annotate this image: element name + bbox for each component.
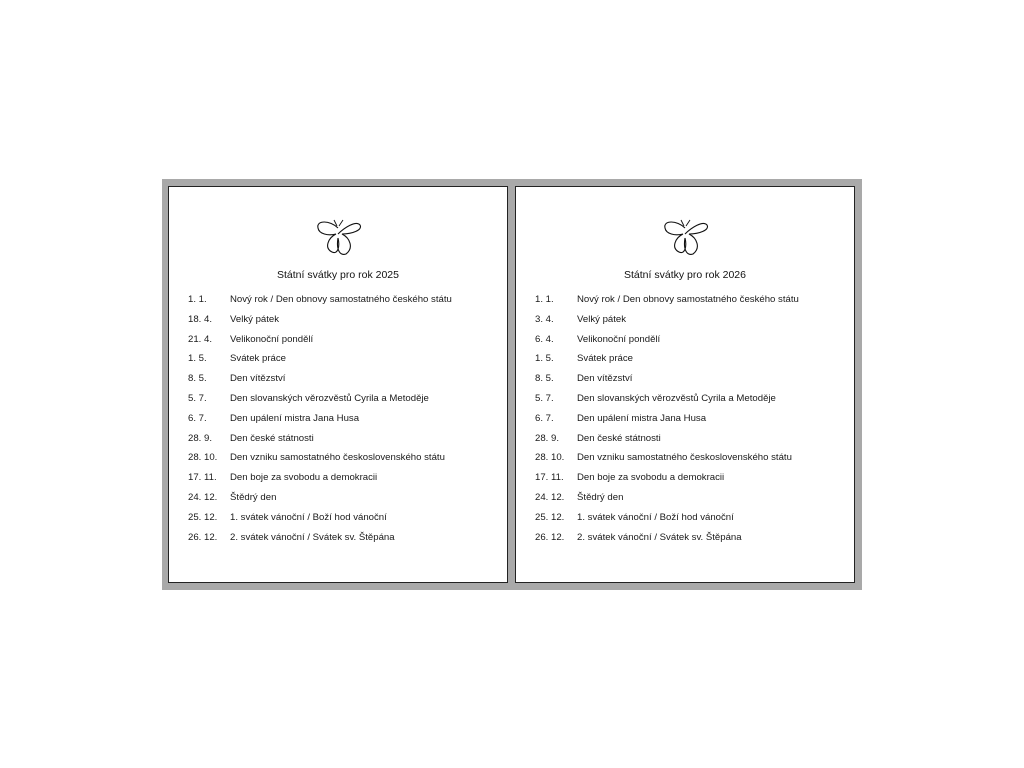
holiday-date: 28. 10. <box>188 452 218 464</box>
holiday-name: Velikonoční pondělí <box>577 333 661 345</box>
holiday-row <box>535 472 848 492</box>
holiday-date: 21. 4. <box>188 333 213 345</box>
holiday-row <box>188 373 501 393</box>
holiday-name: 2. svátek vánoční / Svátek sv. Štěpána <box>230 531 395 543</box>
holiday-date: 5. 7. <box>535 392 554 404</box>
holiday-date: 17. 11. <box>188 472 217 484</box>
holiday-name: Den boje za svobodu a demokracii <box>230 472 378 484</box>
holiday-date: 1. 1. <box>188 294 207 305</box>
holiday-row <box>188 393 501 413</box>
holiday-date: 24. 12. <box>188 491 218 503</box>
holiday-row <box>188 294 501 314</box>
holiday-row <box>188 413 501 433</box>
holiday-name: Den slovanských věrozvěstů Cyrila a Metoděje <box>577 392 776 404</box>
holiday-name: Nový rok / Den obnovy samostatného českého státu <box>577 294 799 305</box>
holiday-row <box>188 512 501 532</box>
holiday-name: Den vzniku samostatného československého státu <box>577 452 792 464</box>
holiday-date: 28. 10. <box>535 452 565 464</box>
holiday-date: 6. 4. <box>535 333 554 345</box>
holiday-date: 8. 5. <box>535 373 554 385</box>
holiday-name: Den slovanských věrozvěstů Cyrila a Metoděje <box>230 392 429 404</box>
holiday-name: 1. svátek vánoční / Boží hod vánoční <box>230 511 387 523</box>
holiday-date: 24. 12. <box>535 491 565 503</box>
holiday-row <box>535 353 848 373</box>
holiday-row <box>188 353 501 373</box>
holiday-row <box>535 512 848 532</box>
holiday-row <box>535 393 848 413</box>
holiday-name: Štědrý den <box>577 491 624 503</box>
holiday-row <box>535 373 848 393</box>
holiday-date: 25. 12. <box>535 511 565 523</box>
butterfly-icon <box>657 218 713 258</box>
holiday-date: 1. 5. <box>535 353 554 365</box>
holiday-row <box>188 433 501 453</box>
holiday-name: Velký pátek <box>577 313 627 325</box>
holiday-row <box>535 532 848 552</box>
holiday-row <box>535 433 848 453</box>
holiday-name: Velikonoční pondělí <box>230 333 314 345</box>
holiday-row <box>188 492 501 512</box>
holiday-name: Svátek práce <box>230 353 286 365</box>
holiday-date: 25. 12. <box>188 511 218 523</box>
holiday-date: 17. 11. <box>535 472 564 484</box>
card-title: Státní svátky pro rok 2026 <box>624 269 746 281</box>
holiday-name: Den boje za svobodu a demokracii <box>577 472 725 484</box>
holiday-name: Den české státnosti <box>230 432 314 444</box>
holiday-date: 28. 9. <box>188 432 213 444</box>
holiday-name: Svátek práce <box>577 353 633 365</box>
holiday-name: Štědrý den <box>230 491 277 503</box>
holiday-row <box>188 452 501 472</box>
holiday-name: Den vítězství <box>577 373 633 385</box>
holiday-card-2025 <box>168 186 508 583</box>
holiday-date: 3. 4. <box>535 313 554 325</box>
holiday-date: 8. 5. <box>188 373 207 385</box>
holiday-date: 1. 1. <box>535 294 554 305</box>
holiday-row <box>188 472 501 492</box>
card-title: Státní svátky pro rok 2025 <box>277 269 399 281</box>
holiday-row <box>535 452 848 472</box>
holiday-list <box>188 294 501 551</box>
holiday-date: 26. 12. <box>188 531 218 543</box>
holiday-name: Velký pátek <box>230 313 280 325</box>
holiday-row <box>188 334 501 354</box>
holiday-card-2026 <box>515 186 855 583</box>
holiday-name: Den vzniku samostatného československého státu <box>230 452 445 464</box>
holiday-name: Den vítězství <box>230 373 286 385</box>
holiday-date: 5. 7. <box>188 392 207 404</box>
holiday-row <box>535 413 848 433</box>
holiday-row <box>535 314 848 334</box>
holiday-row <box>188 532 501 552</box>
holiday-name: Den české státnosti <box>577 432 661 444</box>
product-preview-frame <box>162 179 862 590</box>
holiday-name: Den upálení mistra Jana Husa <box>230 412 360 424</box>
holiday-row <box>535 334 848 354</box>
holiday-date: 26. 12. <box>535 531 565 543</box>
holiday-name: 1. svátek vánoční / Boží hod vánoční <box>577 511 734 523</box>
holiday-name: Nový rok / Den obnovy samostatného českého státu <box>230 294 452 305</box>
holiday-row <box>535 294 848 314</box>
holiday-row <box>535 492 848 512</box>
holiday-date: 6. 7. <box>188 412 207 424</box>
holiday-name: 2. svátek vánoční / Svátek sv. Štěpána <box>577 531 742 543</box>
holiday-row <box>188 314 501 334</box>
butterfly-icon <box>310 218 366 258</box>
holiday-name: Den upálení mistra Jana Husa <box>577 412 707 424</box>
holiday-date: 1. 5. <box>188 353 207 365</box>
holiday-date: 28. 9. <box>535 432 560 444</box>
holiday-date: 6. 7. <box>535 412 554 424</box>
holiday-list <box>535 294 848 551</box>
holiday-date: 18. 4. <box>188 313 213 325</box>
